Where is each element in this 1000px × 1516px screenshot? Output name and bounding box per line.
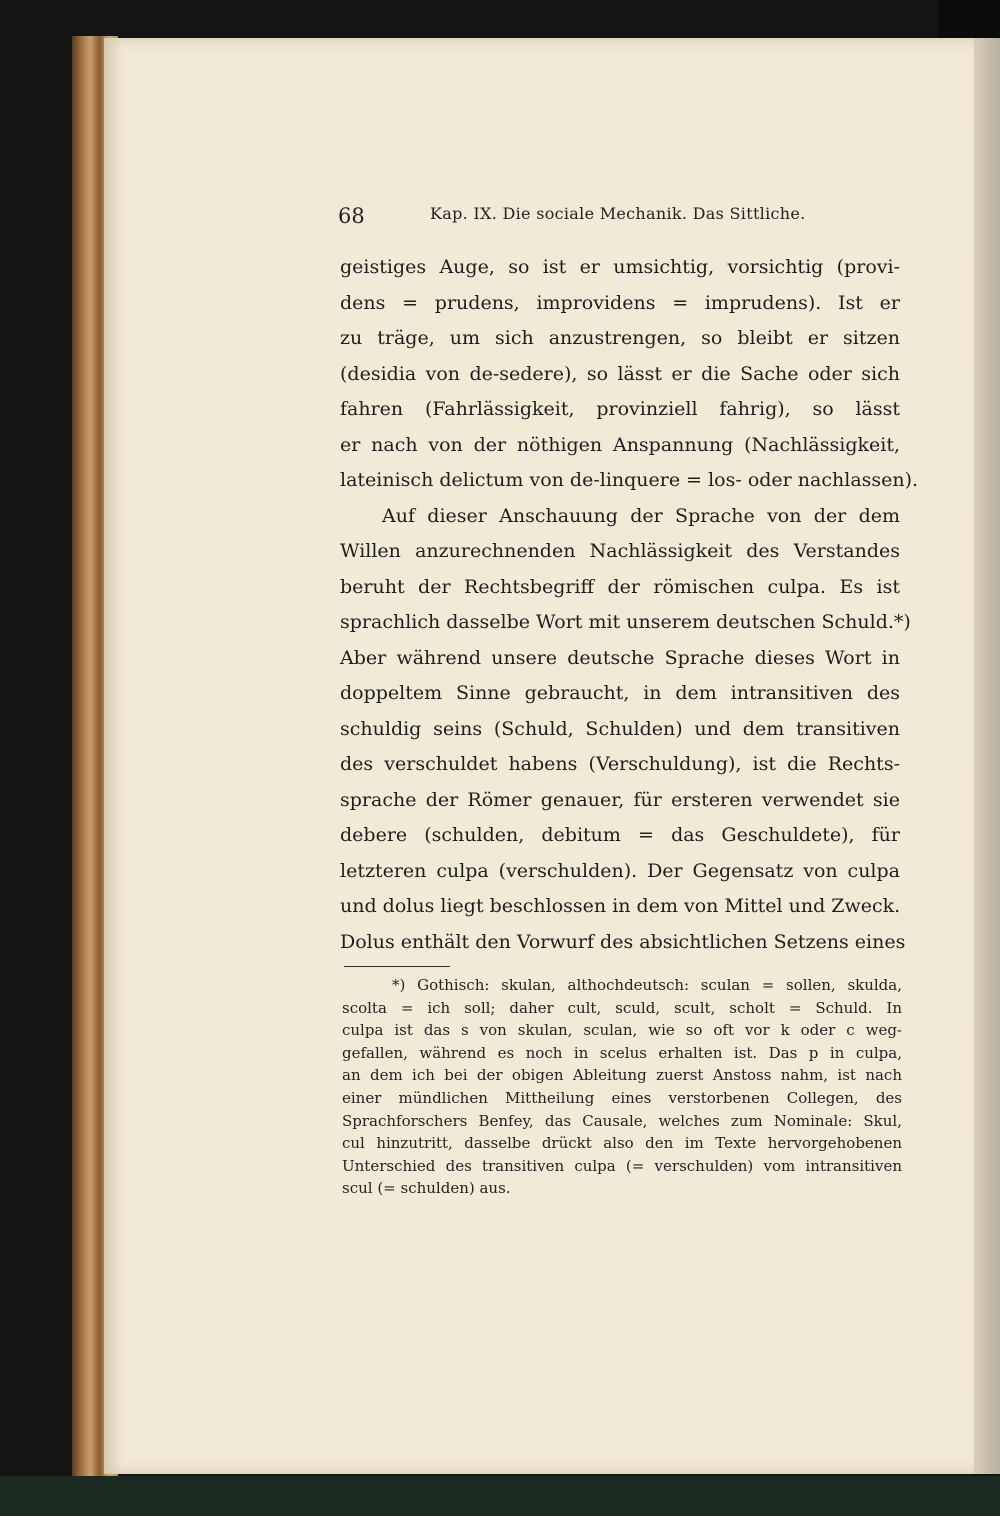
text-line: Dolus enthält den Vorwurf des absichtlichen Setzens eines [340, 930, 906, 953]
text-line: debere (schulden, debitum = das Geschuldete), für [340, 824, 900, 846]
footnote-line: gefallen, während es noch in scelus erhalten ist. Das p in culpa, [342, 1043, 902, 1062]
footnote-line: Sprachforschers Benfey, das Causale, welches zum Nominale: Skul, [342, 1111, 902, 1130]
footnote-separator [344, 966, 450, 967]
running-head: Kap. IX. Die sociale Mechanik. Das Sittliche. [430, 204, 806, 223]
text-line: doppeltem Sinne gebraucht, in dem intransitiven des [340, 682, 900, 704]
footnote-line: scolta = ich soll; daher cult, sculd, scult, scholt = Schuld. In [342, 998, 902, 1017]
text-line: lateinisch delictum von de-linquere = los- oder nachlassen). [340, 469, 919, 491]
facing-page-edge [974, 38, 1000, 1474]
footnote-line: culpa ist das s von skulan, sculan, wie so oft vor k oder c weg- [342, 1021, 902, 1040]
text-line: fahren (Fahrlässigkeit, provinziell fahrig), so lässt [340, 398, 900, 420]
page-header [338, 200, 898, 230]
text-line: Aber während unsere deutsche Sprache dieses Wort in [340, 646, 900, 669]
footnote-line: cul hinzutritt, dasselbe drückt also den im Texte hervorgehobenen [342, 1134, 902, 1153]
footnote-line: scul (= schulden) aus. [342, 1179, 511, 1198]
footnote-line: einer mündlichen Mittheilung eines verstorbenen Collegen, des [342, 1088, 902, 1107]
footnote-line: Unterschied des transitiven culpa (= verschulden) vom intransitiven [342, 1156, 902, 1175]
footnote [342, 974, 902, 1200]
text-line: geistiges Auge, so ist er umsichtig, vorsichtig (provi- [340, 256, 900, 278]
text-line: (desidia von de-sedere), so lässt er die Sache oder sich [340, 362, 900, 385]
text-line: schuldig seins (Schuld, Schulden) und dem transitiven [340, 717, 900, 740]
text-line: Willen anzurechnenden Nachlässigkeit des Verstandes [340, 540, 900, 562]
text-line: und dolus liegt beschlossen in dem von Mittel und Zweck. [340, 895, 901, 917]
page-number: 68 [338, 204, 365, 228]
scan-border [938, 0, 1000, 40]
text-line: dens = prudens, improvidens = imprudens). Ist er [340, 291, 900, 314]
text-line: sprachlich dasselbe Wort mit unserem deutschen Schuld.*) [340, 611, 911, 633]
main-text [340, 250, 919, 960]
footnote-line: an dem ich bei der obigen Ableitung zuerst Anstoss nahm, ist nach [342, 1066, 902, 1085]
text-line: zu träge, um sich anzustrengen, so bleibt er sitzen [340, 327, 900, 349]
text-line: sprache der Römer genauer, für ersteren verwendet sie [340, 788, 900, 811]
text-line: beruht der Rechtsbegriff der römischen culpa. Es ist [340, 575, 900, 598]
text-line: er nach von der nöthigen Anspannung (Nachlässigkeit, [340, 433, 900, 456]
text-line: Auf dieser Anschauung der Sprache von der dem [382, 504, 900, 527]
scan-bottom-border [0, 1476, 1000, 1516]
text-line: letzteren culpa (verschulden). Der Gegensatz von culpa [340, 859, 900, 882]
text-line: des verschuldet habens (Verschuldung), ist die Rechts- [340, 753, 900, 775]
footnote-line: *) Gothisch: skulan, althochdeutsch: sculan = sollen, skulda, [392, 976, 902, 994]
